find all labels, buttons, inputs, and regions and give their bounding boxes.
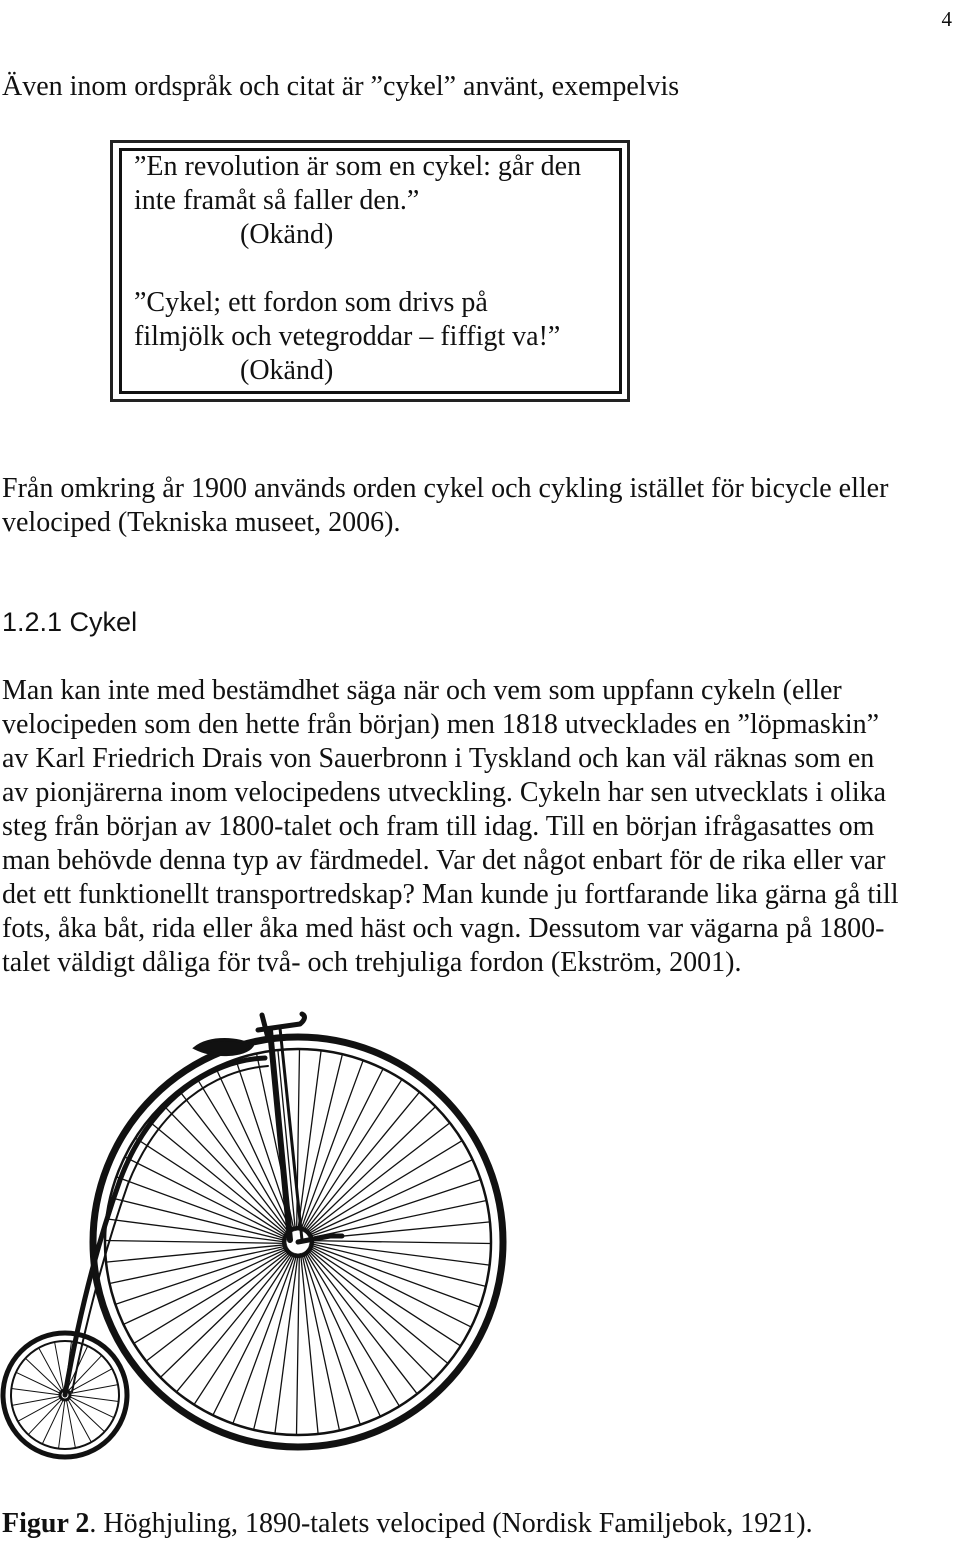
spoke: [16, 1372, 61, 1393]
spoke: [275, 1254, 298, 1434]
spoke: [25, 1358, 61, 1392]
spoke: [116, 1177, 286, 1239]
spoke: [11, 1389, 61, 1395]
body-line: Man kan inte med bestämdhet säga när och vem som uppfann cykeln (eller: [2, 675, 842, 706]
spoke: [305, 1251, 399, 1406]
quote-2-source: (Okänd): [240, 355, 334, 386]
quote-2-line-1: ”Cykel; ett fordon som drivs på: [134, 287, 488, 318]
quote-1-line-1: ”En revolution är som en cykel: går den: [134, 151, 582, 182]
spoke: [296, 1254, 299, 1435]
caption-label: Figur 2: [2, 1508, 90, 1539]
quote-1-line-2: inte framåt så faller den.”: [134, 185, 420, 216]
body-paragraph: [2, 674, 952, 980]
body-line: steg från början av 1800-talet och fram till idag. Till en början ifrågasattes om: [2, 811, 875, 842]
history-line-1: Från omkring år 1900 används orden cykel och cykling istället för bicycle eller: [2, 473, 889, 504]
body-line: man behövde denna typ av färdmedel. Var det något enbart för de rika eller var: [2, 845, 886, 876]
spoke: [68, 1397, 104, 1431]
spoke: [298, 1050, 321, 1230]
spoke: [12, 1396, 61, 1405]
spoke: [233, 1254, 295, 1424]
saddle: [195, 1040, 252, 1055]
spoke: [310, 1245, 480, 1307]
spoke: [309, 1201, 486, 1239]
spoke: [59, 1399, 65, 1449]
page-number: 4: [941, 7, 952, 31]
spoke: [105, 1240, 286, 1243]
spoke: [310, 1241, 491, 1244]
front-fork: [270, 1030, 290, 1240]
spoke: [69, 1396, 114, 1417]
intro-text: Även inom ordspråk och citat är ”cykel” använt, exempelvis: [2, 71, 680, 102]
body-line: talet väldigt dåliga för två- och trehjuliga fordon (Ekström, 2001).: [2, 947, 742, 978]
spoke: [69, 1395, 119, 1401]
spoke: [66, 1399, 75, 1448]
quote-2-line-2: filmjölk och vetegroddar – fiffigt va!”: [134, 321, 561, 352]
spoke: [307, 1141, 462, 1235]
quote-1-source: (Okänd): [240, 219, 334, 250]
spoke: [115, 1247, 287, 1304]
penny-farthing-illustration: [0, 1000, 560, 1470]
history-line-2: velociped (Tekniska museet, 2006).: [2, 507, 401, 538]
spoke: [310, 1242, 490, 1265]
spoke: [55, 1342, 64, 1391]
spoke: [301, 1254, 318, 1434]
body-line: fots, åka båt, rida eller åka med häst och vagn. Dessutom var vägarna på 1800-: [2, 913, 885, 944]
body-line: velocipeden som den hette från början) men 1818 utvecklades en ”löpmaskin”: [2, 709, 880, 740]
body-line: av pionjärerna inom velocipedens utveckling. Cykeln har sen utvecklats i olika: [2, 777, 887, 808]
spoke: [42, 1399, 63, 1444]
spoke: [303, 1253, 360, 1425]
spoke: [28, 1398, 62, 1434]
body-line: det ett funktionellt transportredskap? Man kunde ju fortfarande lika gärna gå till: [2, 879, 899, 910]
caption-text: . Höghjuling, 1890-talets velociped (Nordisk Familjebok, 1921).: [89, 1508, 813, 1539]
spoke: [301, 1060, 363, 1230]
spoke: [69, 1385, 118, 1394]
spoke: [302, 1253, 340, 1430]
spoke: [106, 1245, 286, 1262]
spoke: [309, 1180, 481, 1237]
spoke: [106, 1219, 286, 1242]
body-line: av Karl Friedrich Drais von Sauerbronn i Tyskland och kan väl räknas som en: [2, 743, 875, 774]
figure-caption: [2, 1507, 813, 1541]
spoke: [110, 1246, 287, 1284]
spoke: [134, 1249, 289, 1343]
section-heading: 1.2.1 Cykel: [2, 607, 138, 637]
